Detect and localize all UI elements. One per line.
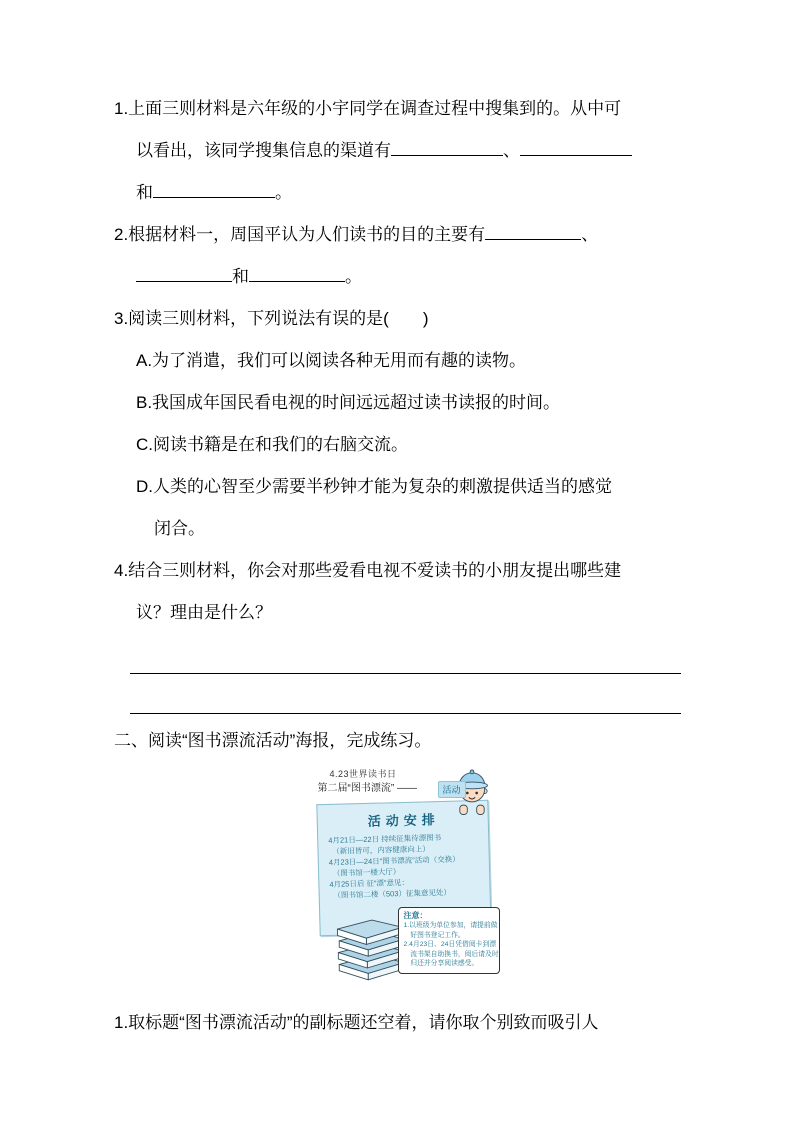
poster-note-line: 好图书登记工作。 — [403, 931, 465, 939]
section2-q1: 1.取标题“图书漂流活动”的副标题还空着，请你取个别致而吸引人 — [114, 1013, 599, 1032]
book-drift-poster — [288, 766, 508, 994]
poster-note-line: 归还并分享阅读感受。 — [403, 960, 479, 967]
q1-line2-text: 以看出，该同学搜集信息的渠道有 — [136, 141, 391, 160]
poster-note-title: 注意： — [403, 911, 428, 920]
q3-option-a: A.为了消遣，我们可以阅读各种无用而有趣的读物。 — [136, 351, 527, 370]
q3-stem: 3.阅读三则材料，下列说法有误的是( ) — [114, 309, 429, 328]
q2-line2-mid: 和 — [232, 267, 249, 286]
answer-blank[interactable] — [249, 267, 345, 282]
q1-line1: 1.上面三则材料是六年级的小宇同学在调查过程中搜集到的。从中可 — [114, 99, 622, 118]
poster-note-line: 1.以班级为单位参加，请提前做 — [403, 922, 498, 929]
poster-board-title: 活动安排 — [367, 812, 440, 829]
q2-line1 — [114, 214, 681, 256]
q3-option-d-line2: 闭合。 — [154, 519, 205, 538]
answer-blank[interactable] — [136, 267, 232, 282]
q4-line1: 4.结合三则材料，你会对那些爱看电视不爱读书的小朋友提出哪些建 — [114, 561, 622, 580]
poster-note-line: 2.4月23日、24日凭借阅卡到漂 — [403, 941, 497, 948]
poster-activity-badge: 活动 — [438, 781, 466, 798]
answer-blank[interactable] — [153, 183, 275, 198]
q2-line2 — [114, 256, 681, 298]
poster-board-line: （图书馆二楼（503）征集意见处） — [329, 887, 451, 900]
q3-option-c: C.阅读书籍是在和我们的右脑交流。 — [136, 435, 408, 454]
poster-note-box — [398, 907, 500, 974]
q1-line3-pre: 和 — [136, 183, 153, 202]
answer-writing-line[interactable] — [130, 634, 681, 674]
q1-line2 — [114, 130, 681, 172]
answer-blank[interactable] — [391, 141, 503, 156]
poster-note-line: 流书架自助换书，阅后请及时 — [403, 950, 499, 958]
q4-line2: 议？理由是什么？ — [136, 603, 272, 622]
poster-date-label: 4.23世界读书日 — [329, 769, 397, 779]
poster-board-line: （图书馆一楼大厅） — [328, 867, 400, 878]
q2-line1-text: 2.根据材料一，周国平认为人们读书的目的主要有 — [114, 225, 486, 244]
answer-blank[interactable] — [520, 141, 632, 156]
q3-option-d-line1: D.人类的心智至少需要半秒钟才能为复杂的刺激提供适当的感觉 — [136, 477, 612, 496]
poster-board-line: 4月23日—24日“图书漂流”活动（交换） — [328, 854, 460, 867]
poster-title-line: 第二届“图书漂流” —— — [317, 783, 417, 794]
poster-board-line: 4月21日—22日 持续征集待漂图书 — [327, 833, 441, 845]
answer-writing-line[interactable] — [130, 674, 681, 714]
poster-board-line: 4月25日后 征“漂”意见： — [328, 877, 409, 889]
answer-blank[interactable] — [485, 225, 581, 240]
q2-line2-end: 。 — [345, 267, 362, 286]
q3-option-b: B.我国成年国民看电视的时间远远超过读书读报的时间。 — [136, 393, 561, 412]
q2-line1-sep: 、 — [581, 225, 599, 244]
q1-line2-sep: 、 — [503, 141, 520, 160]
q1-line3 — [114, 172, 681, 214]
q1-line3-end: 。 — [275, 183, 292, 202]
book-stack-icon — [332, 916, 408, 982]
poster-board-line: （新旧皆可，内容健康向上） — [327, 844, 430, 856]
section2-heading: 二、阅读“图书漂流活动”海报，完成练习。 — [114, 731, 432, 750]
